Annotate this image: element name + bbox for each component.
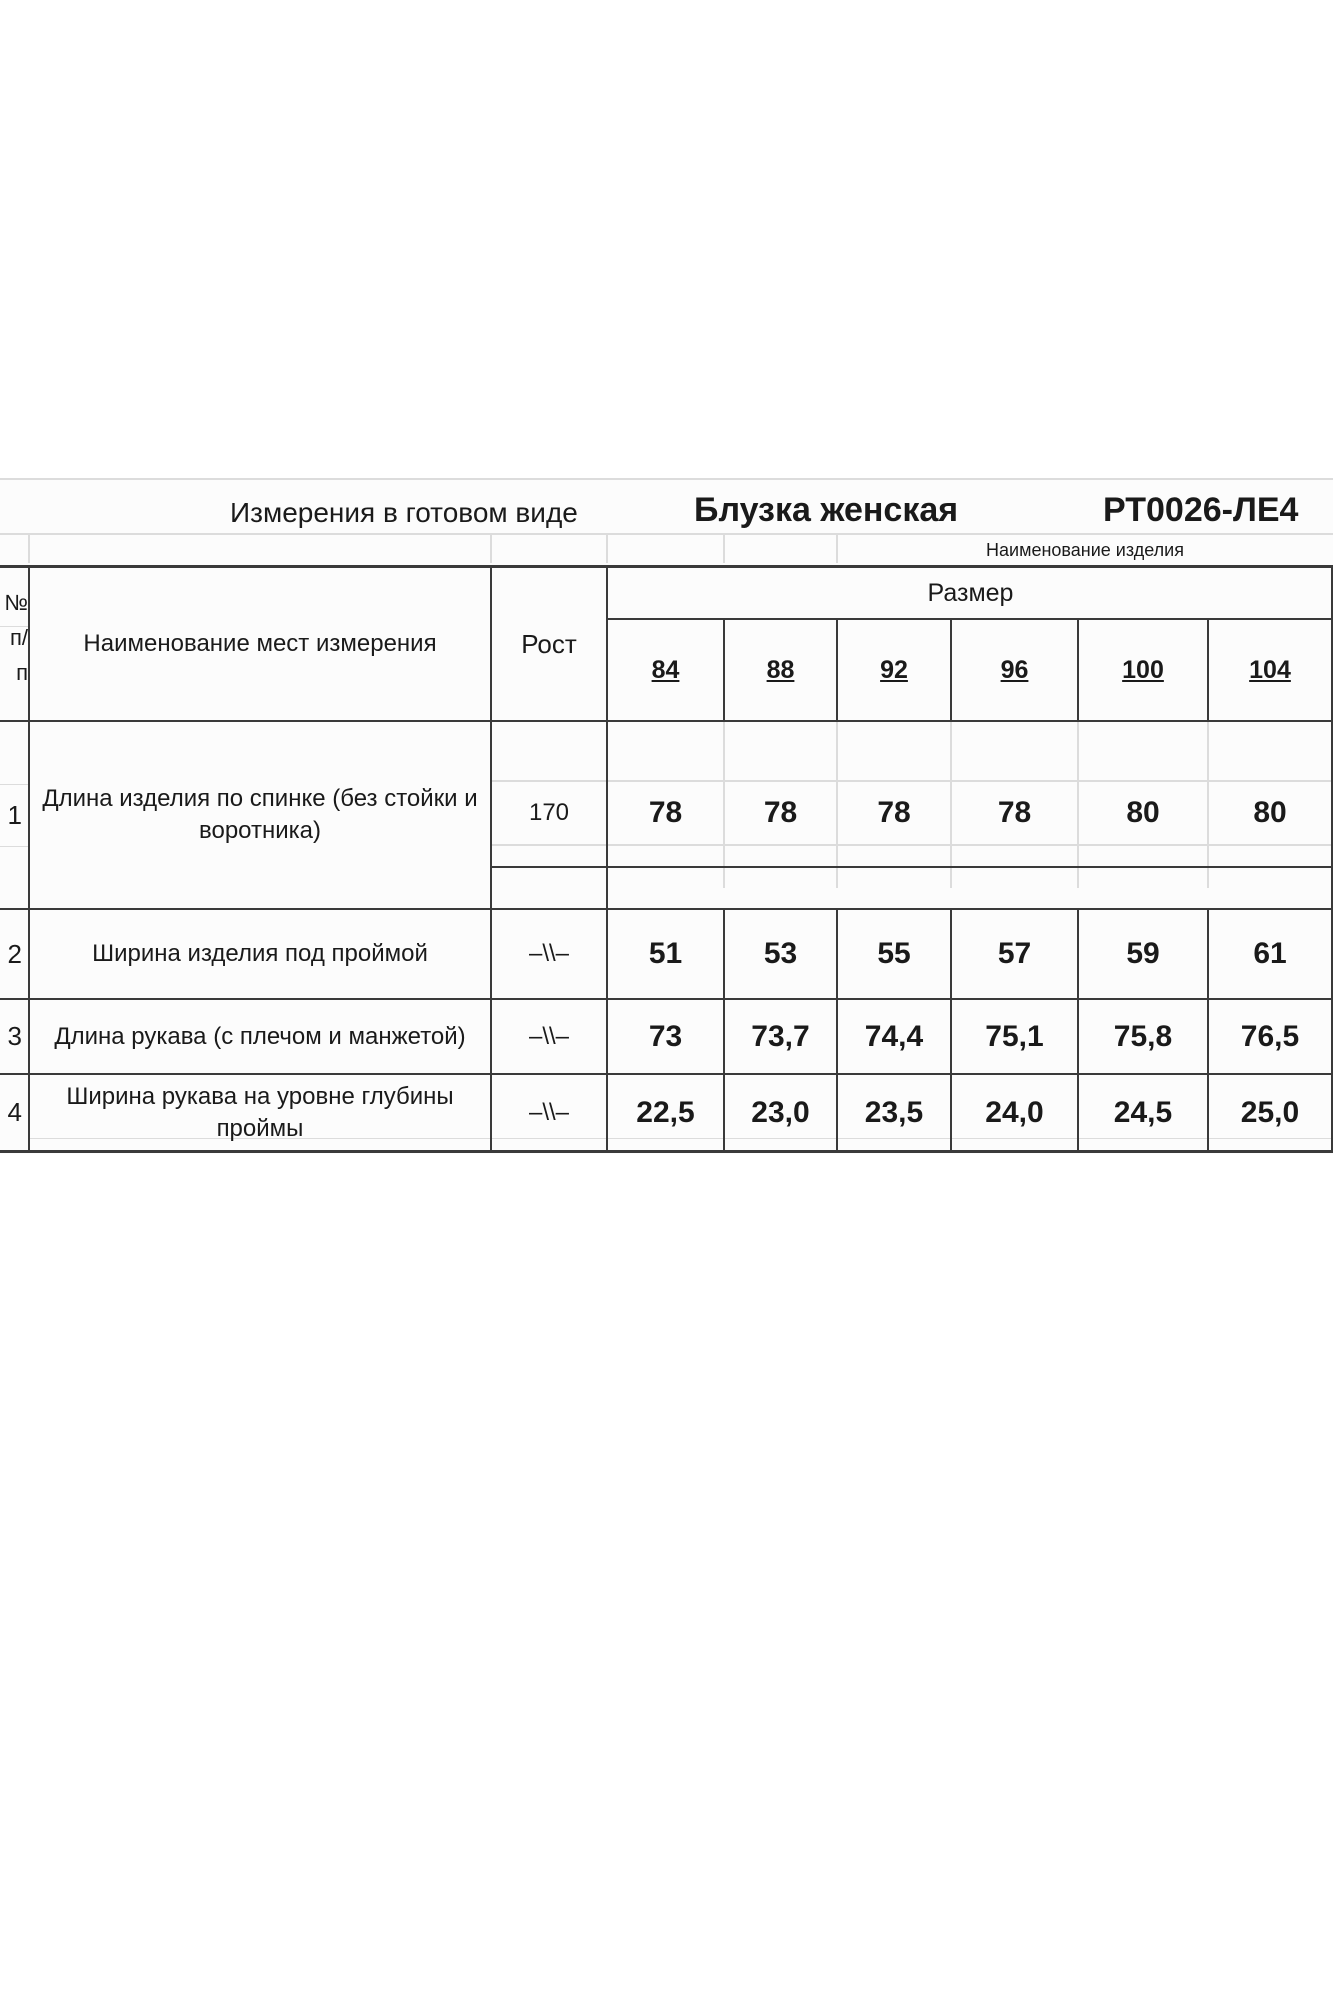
size-100: 100 (1122, 655, 1164, 684)
row-4-value-84: 22,5 (636, 1095, 695, 1129)
row-3-value-84: 73 (648, 1019, 683, 1053)
row-3-value-100: 75,8 (1113, 1019, 1173, 1053)
row-4-value-100: 24,5 (1113, 1095, 1173, 1129)
row-1-height: 170 (528, 799, 570, 826)
row-2-value-104: 61 (1253, 937, 1287, 970)
size-84: 84 (651, 655, 680, 684)
row-1-value-92: 78 (877, 796, 911, 829)
row-2-value-100: 59 (1126, 937, 1160, 970)
header-number-bot: п (16, 660, 28, 685)
row-4-height: –\\– (528, 1098, 570, 1126)
row-4-value-104: 25,0 (1240, 1095, 1300, 1129)
row-4-name: Ширина рукава на уровне глубины проймы (66, 1082, 454, 1142)
row-3-value-104: 76,5 (1240, 1019, 1300, 1053)
row-2-value-96: 57 (997, 937, 1032, 970)
measurement-sheet (0, 478, 1333, 1154)
row-3-height: –\\– (528, 1022, 570, 1050)
header-measurement-place: Наименование мест измерения (83, 630, 437, 657)
size-88: 88 (766, 655, 795, 684)
row-3-value-92: 74,4 (864, 1019, 924, 1053)
header-height: Рост (521, 628, 577, 659)
row-1-name: Длина изделия по спинке (без стойки и воротника) (42, 785, 478, 844)
row-4-value-92: 23,5 (864, 1095, 924, 1129)
row-4-value-96: 24,0 (985, 1095, 1044, 1129)
row-3-name: Длина рукава (с плечом и манжетой) (54, 1022, 466, 1050)
header-number-top: № (4, 590, 28, 615)
product-name-caption: Наименование изделия (986, 539, 1184, 560)
row-2-value-92: 55 (877, 937, 911, 970)
row-2-height: –\\– (528, 940, 570, 967)
row-3-number: 3 (7, 1021, 22, 1051)
row-2-name: Ширина изделия под проймой (92, 940, 428, 968)
article-number: РТ0026-ЛЕ4 (1103, 490, 1299, 529)
row-4-number: 4 (7, 1097, 22, 1127)
row-4-value-88: 23,0 (751, 1095, 810, 1129)
sheet-title: Измерения в готовом виде (230, 497, 578, 528)
row-1-value-100: 80 (1126, 796, 1160, 829)
row-1-value-88: 78 (763, 796, 798, 829)
row-1-value-96: 78 (997, 796, 1032, 829)
row-2-value-84: 51 (648, 937, 683, 970)
header-size: Размер (927, 578, 1014, 607)
row-2-number: 2 (7, 938, 22, 969)
row-3-value-96: 75,1 (985, 1019, 1044, 1053)
row-3-value-88: 73,7 (751, 1019, 810, 1053)
size-96: 96 (1000, 655, 1029, 684)
header-number-mid: п/ (9, 625, 28, 650)
product-title: Блузка женская (694, 490, 959, 529)
row-1-value-84: 78 (648, 796, 683, 829)
row-1-number: 1 (7, 799, 22, 830)
size-92: 92 (880, 655, 908, 684)
size-104: 104 (1249, 655, 1291, 684)
row-2-value-88: 53 (763, 937, 798, 970)
row-1-value-104: 80 (1253, 796, 1287, 829)
